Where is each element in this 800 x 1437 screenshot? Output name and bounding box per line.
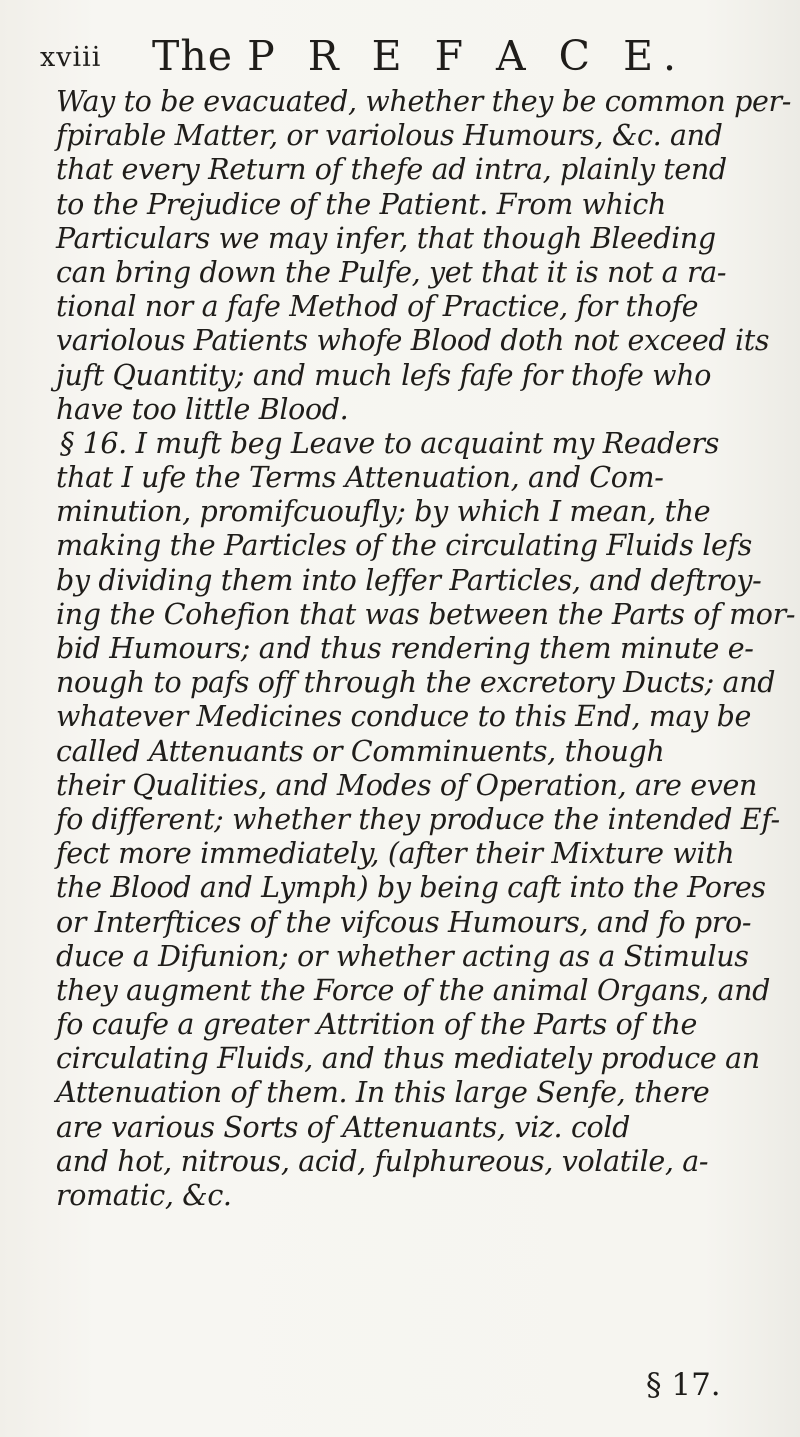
text-line: fpirable Matter, or variolous Humours, &c. and	[56, 119, 723, 153]
text-line: minution, promifcuoufly; by which I mean, the	[56, 495, 711, 529]
text-line: that every Return of thefe ad intra, plainly tend	[56, 153, 727, 187]
text-line: are various Sorts of Attenuants, viz. cold	[56, 1110, 631, 1144]
text-line: variolous Patients whofe Blood doth not exceed its	[56, 324, 770, 358]
text-line: to the Prejudice of the Patient. From which	[56, 187, 667, 221]
text-line: ing the Cohefion that was between the Parts of mor-	[56, 597, 796, 631]
body-text	[56, 85, 800, 1213]
text-line: the Blood and Lymph) by being caft into the Pores	[56, 871, 766, 905]
text-line: by dividing them into leffer Particles, and deftroy-	[56, 563, 762, 597]
text-line: that I ufe the Terms Attenuation, and Com-	[56, 461, 664, 495]
text-line: tional nor a fafe Method of Practice, for thofe	[56, 290, 699, 324]
text-line: Particulars we may infer, that though Bleeding	[56, 221, 716, 255]
text-line: Attenuation of them. In this large Senfe, there	[56, 1076, 710, 1110]
text-line: nough to pafs off through the excretory Ducts; and	[56, 666, 776, 700]
text-line: whatever Medicines conduce to this End, may be	[56, 700, 752, 734]
text-line: romatic, &c.	[56, 1179, 232, 1212]
text-line: circulating Fluids, and thus mediately produce an	[56, 1042, 760, 1076]
text-line: fect more immediately, (after their Mixture with	[56, 837, 735, 871]
text-line: § 16. I muft beg Leave to acquaint my Readers	[60, 426, 719, 460]
text-line: and hot, nitrous, acid, fulphureous, volatile, a-	[56, 1144, 709, 1178]
text-line: bid Humours; and thus rendering them minute e-	[56, 632, 754, 665]
text-line: their Qualities, and Modes of Operation, are even	[56, 768, 758, 802]
text-line: making the Particles of the circulating Fluids lefs	[56, 529, 752, 563]
running-head	[152, 32, 686, 80]
text-line: duce a Difunion; or whether acting as a Stimulus	[56, 939, 749, 973]
running-head-the: The	[152, 32, 234, 80]
text-line: can bring down the Pulfe, yet that it is not a ra-	[56, 255, 727, 289]
catchword: § 17.	[646, 1367, 721, 1403]
text-line: fo different; whether they produce the intended Ef-	[56, 802, 780, 836]
text-line: called Attenuants or Comminuents, though	[56, 734, 665, 768]
page-number: xviii	[40, 42, 102, 73]
text-line: fo caufe a greater Attrition of the Parts of the	[56, 1008, 697, 1042]
text-line: have too little Blood.	[56, 392, 349, 426]
text-line: or Interftices of the vifcous Humours, and fo pro-	[56, 905, 752, 939]
page-header	[40, 30, 800, 80]
text-line: Way to be evacuated, whether they be common per-	[56, 85, 792, 118]
text-line: they augment the Force of the animal Organs, and	[56, 973, 771, 1007]
running-head-title: P R E F A C E.	[247, 32, 687, 80]
text-line: juft Quantity; and much lefs fafe for thofe who	[56, 358, 712, 392]
